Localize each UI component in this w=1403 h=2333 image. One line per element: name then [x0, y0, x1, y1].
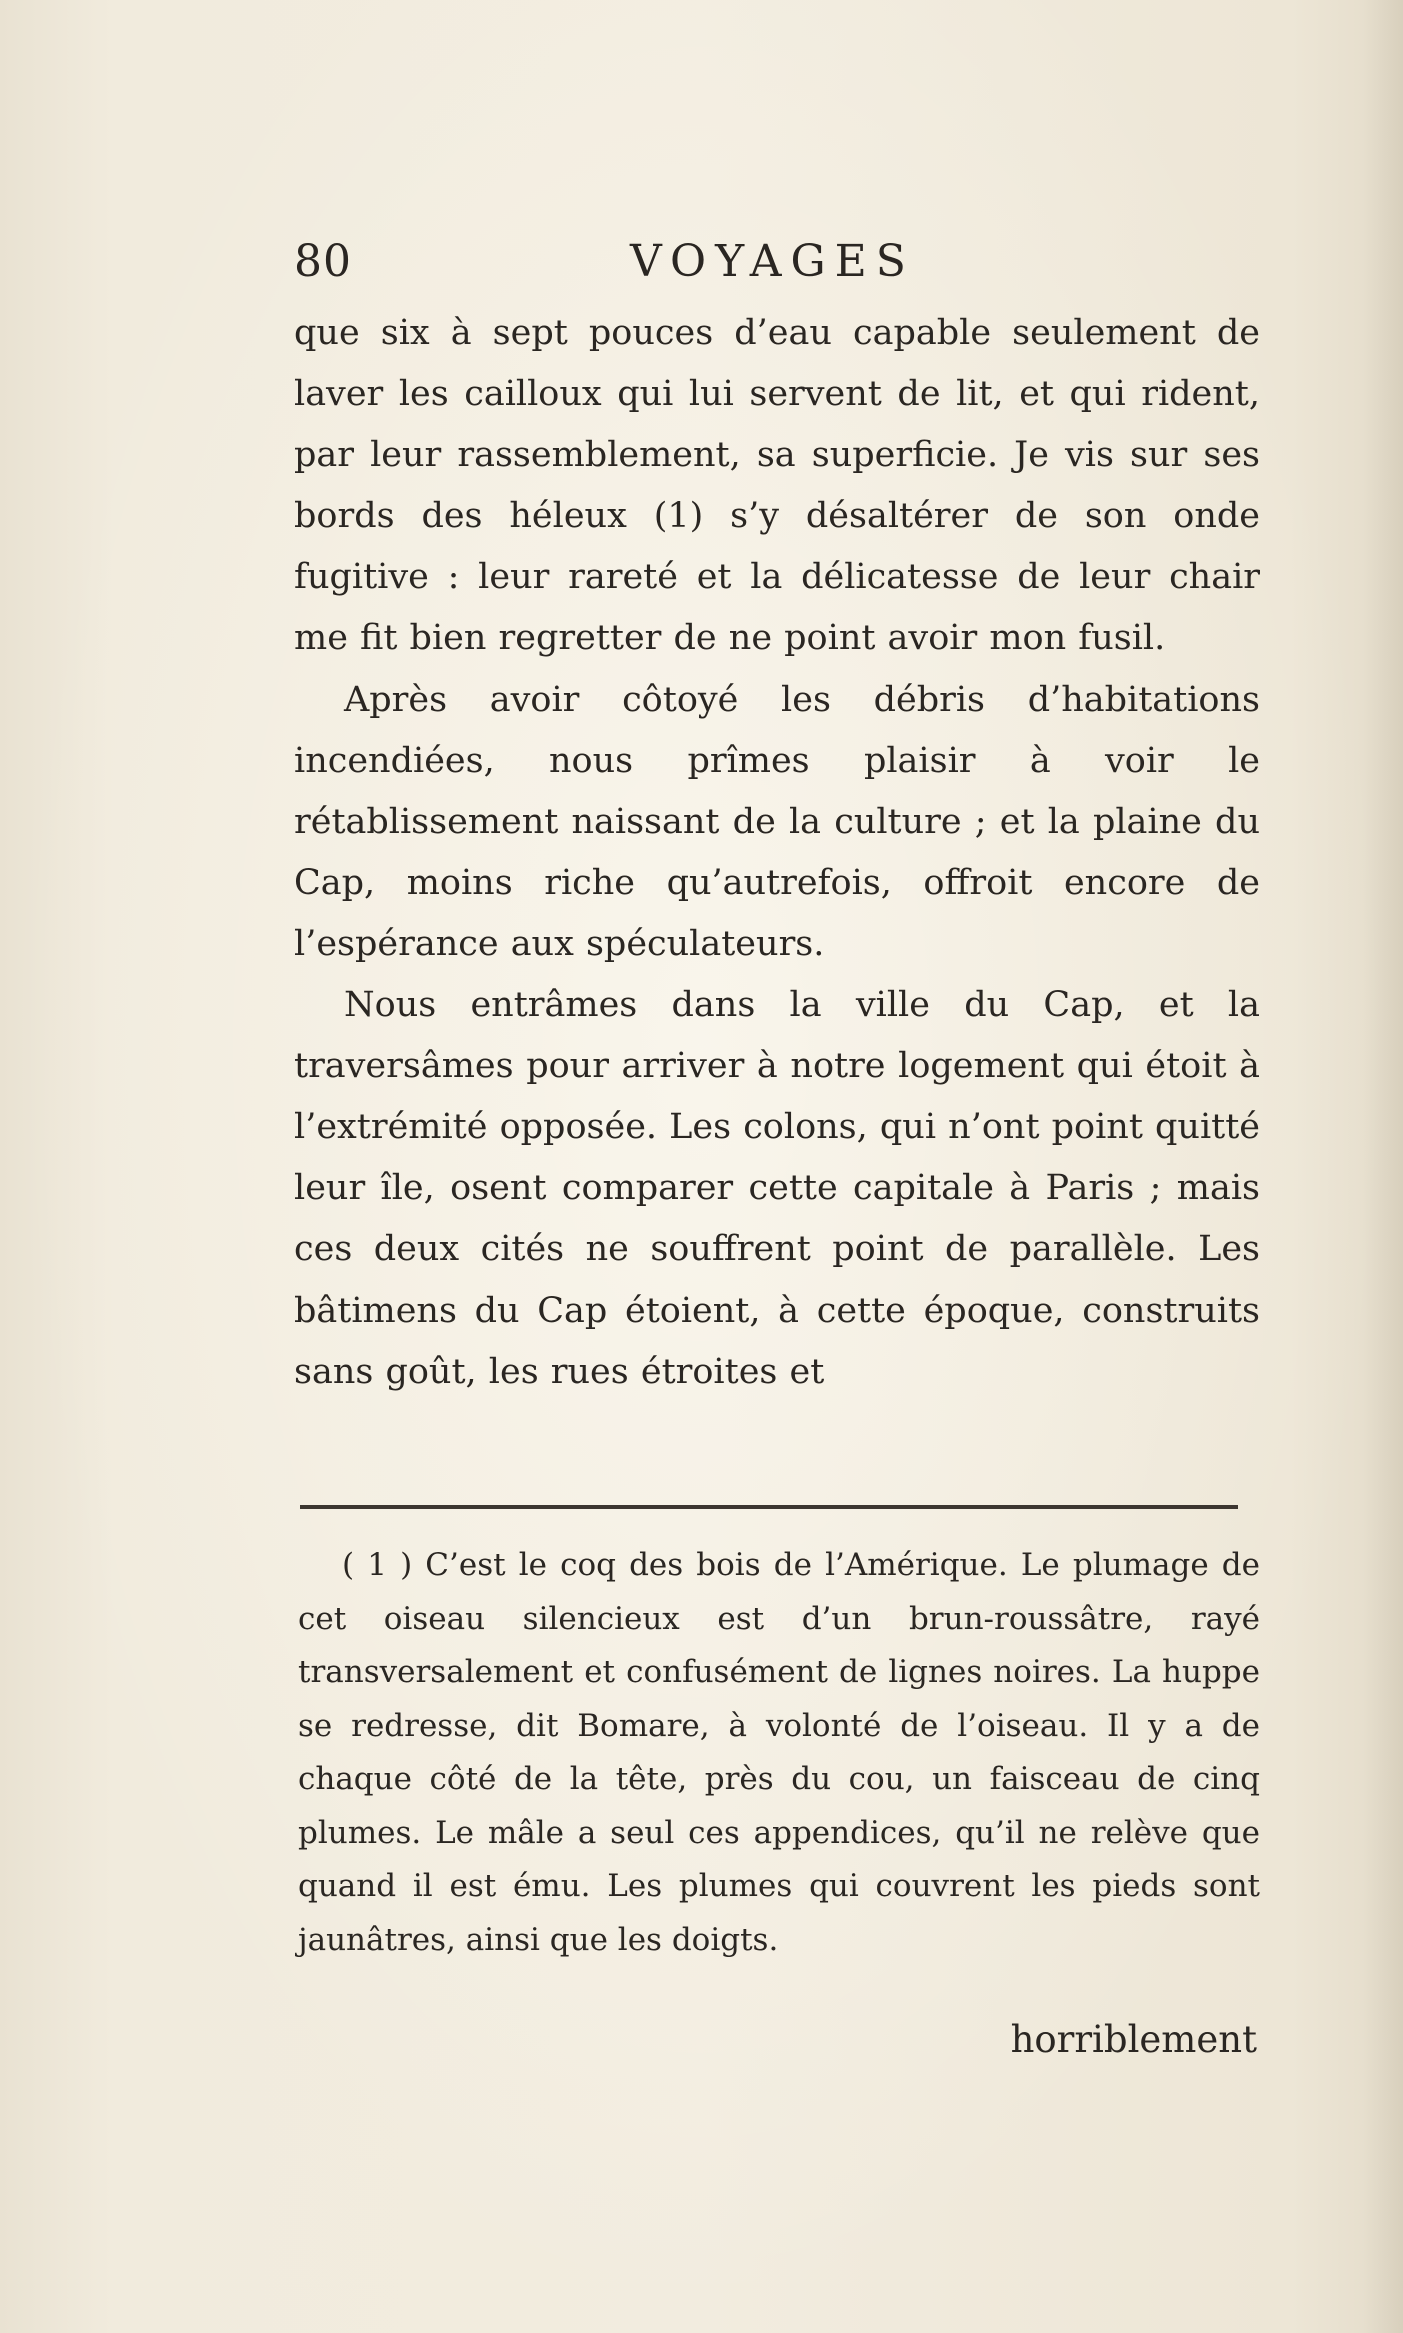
- catchword: horriblement: [1010, 2018, 1257, 2061]
- page-header: [294, 232, 1266, 292]
- paragraph-3: Nous entrâmes dans la ville du Cap, et la traversâmes pour arriver à notre logement qui étoit à l’extrémité opposée. Les colons, qui n’ont point quitté leur île, osent comparer cette capitale à Paris ; mais ces deux cités ne souffrent point de parallèle. Les bâtimens du Cap étoient, à cette époque, construits sans goût, les rues étroites et: [294, 985, 1261, 1392]
- footnote-separator-rule: [300, 1505, 1238, 1509]
- page-edge-shadow: [1363, 0, 1403, 2333]
- paragraph-2: Après avoir côtoyé les débris d’habitations incendiées, nous prîmes plaisir à voir le rétablissement naissant de la culture ; et la plaine du Cap, moins riche qu’autrefois, offroit encore de l’espérance aux spéculateurs.: [294, 679, 1260, 964]
- main-text: [294, 303, 1260, 1403]
- running-title: VOYAGES: [630, 236, 915, 287]
- paragraph-1: que six à sept pouces d’eau capable seulement de laver les cailloux qui lui servent de lit, et qui rident, par leur rassemblement, sa superficie. Je vis sur ses bords des héleux (1) s’y désaltérer de son onde fugitive : leur rareté et la délicatesse de leur chair me fit bien regretter de ne point avoir mon fusil.: [294, 313, 1260, 659]
- footnote-text: ( 1 ) C’est le coq des bois de l’Amérique. Le plumage de cet oiseau silencieux est d’un brun-roussâtre, rayé transversalement et confusément de lignes noires. La huppe se redresse, dit Bomare, à volonté de l’oiseau. Il y a de chaque côté de la tête, près du cou, un faisceau de cinq plumes. Le mâle a seul ces appendices, qu’il ne relève que quand il est ému. Les plumes qui couvrent les pieds sont jaunâtres, ainsi que les doigts.: [298, 1547, 1260, 1958]
- page-number: 80: [294, 236, 352, 287]
- footnote: [298, 1539, 1260, 1967]
